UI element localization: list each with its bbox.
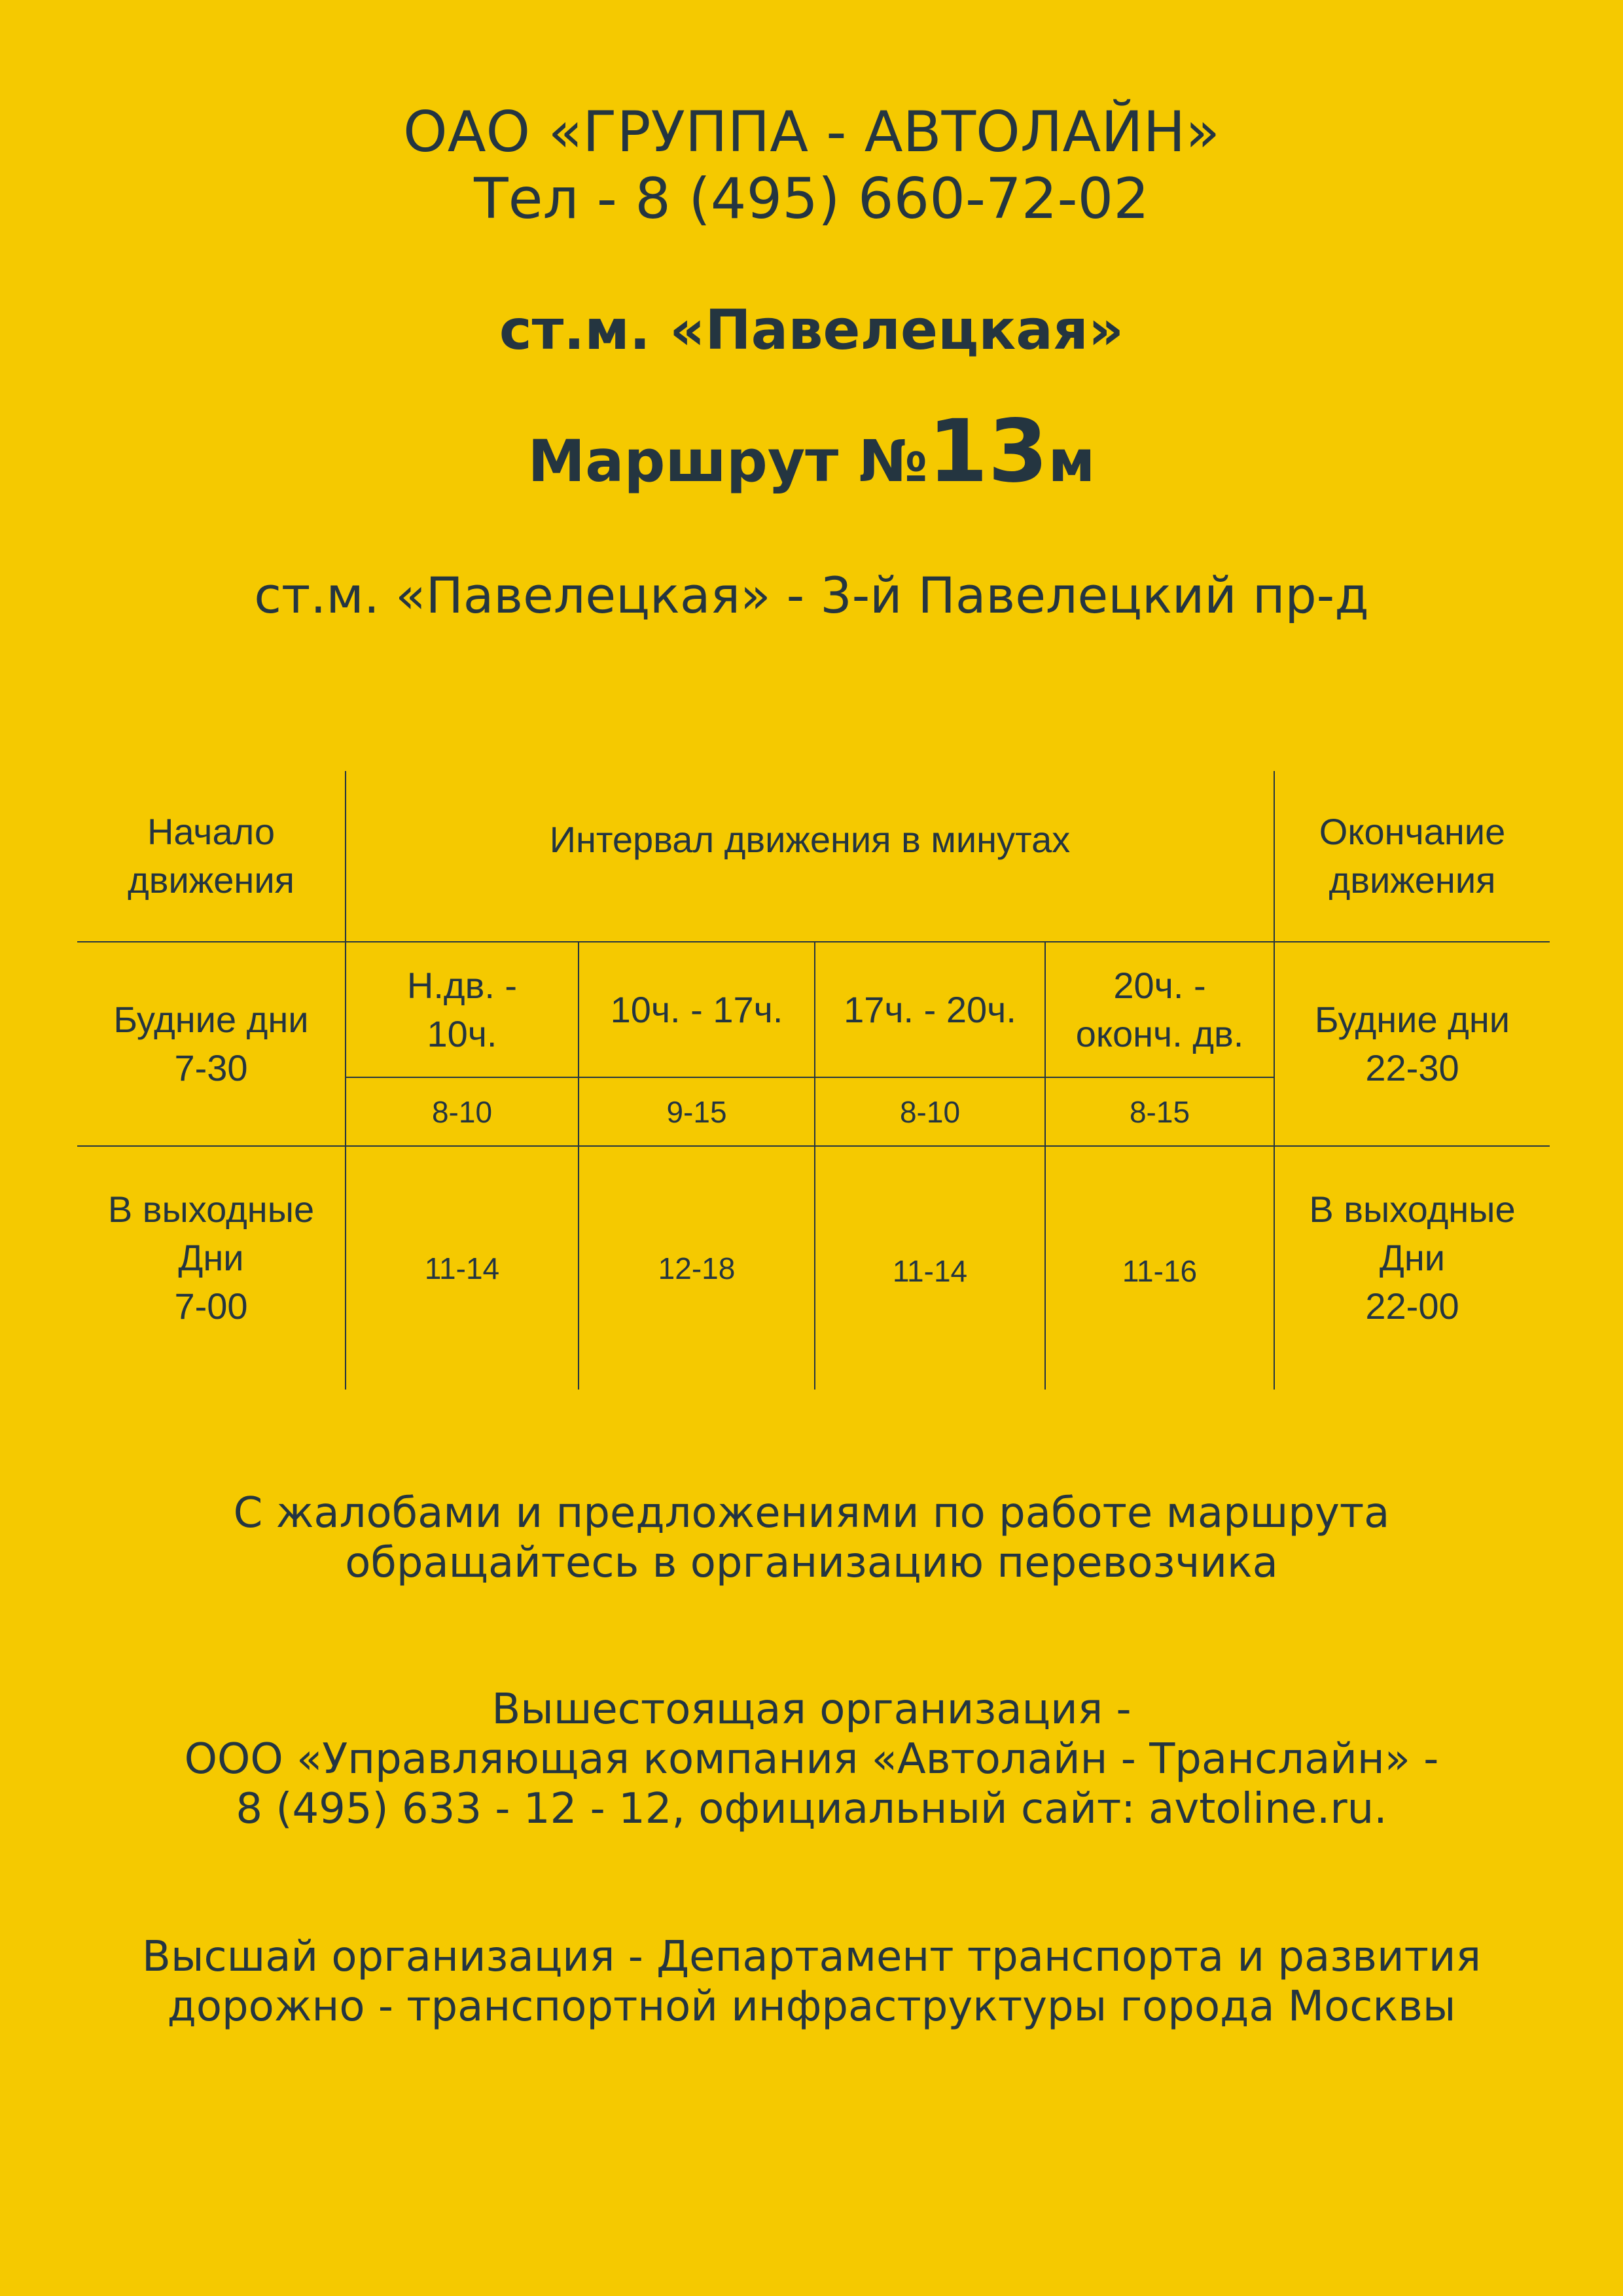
period-2-text: 10ч. - 17ч. [610,988,783,1030]
weekdays-start-text: Будние дни 7-30 [113,999,309,1088]
weekdays-end [1275,942,1550,1145]
interval-header-text: Интервал движения в минутах [549,819,1071,860]
weekday-interval-1-text: 8-10 [431,1094,493,1129]
period-2 [579,942,814,1077]
company-phone: Тел - 8 (495) 660-72-02 [474,166,1149,232]
weekend-start [77,1147,345,1369]
table-rule [814,942,815,1390]
higher-org-line-1: Высшай организация - Департамент транспорта и развития [142,1933,1481,1981]
table-rule [1274,771,1275,1390]
weekend-interval-3-text: 11-14 [892,1254,968,1288]
weekend-interval-3 [815,1147,1044,1395]
start-header-text: Начало движения [128,811,294,901]
weekday-interval-3-text: 8-10 [899,1094,961,1129]
start-header [77,771,345,941]
end-header [1275,771,1550,941]
route-suffix: м [1048,427,1096,495]
period-3-text: 17ч. - 20ч. [844,988,1016,1030]
period-4-text: 20ч. - оконч. дв. [1075,964,1244,1054]
weekdays-start [77,942,345,1145]
weekend-interval-2-text: 12-18 [658,1251,736,1285]
weekend-interval-4 [1046,1147,1274,1395]
higher-org-line-2: дорожно - транспортной инфраструктуры города Москвы [167,1982,1456,2031]
weekdays-end-text: Будние дни 22-30 [1314,999,1510,1088]
table-rule [77,941,1550,942]
complaints-line-2: обращайтесь в организацию перевозчика [345,1539,1278,1587]
period-4 [1046,942,1274,1077]
company-name: ОАО «ГРУППА - АВТОЛАЙН» [403,99,1220,165]
weekend-interval-4-text: 11-16 [1122,1254,1198,1288]
interval-header [346,771,1274,908]
weekday-interval-4-text: 8-15 [1129,1094,1190,1129]
weekday-interval-2-text: 9-15 [666,1094,727,1129]
weekend-interval-2 [579,1147,814,1390]
weekend-end [1275,1147,1550,1369]
weekend-end-text: В выходные Дни 22-00 [1309,1189,1516,1327]
weekday-interval-3 [815,1078,1044,1145]
route-direction: ст.м. «Павелецкая» - 3-й Павелецкий пр-д [254,566,1369,624]
period-3 [815,942,1044,1077]
weekend-start-text: В выходные Дни 7-00 [107,1189,315,1327]
table-rule [346,1077,1275,1078]
weekday-interval-4 [1046,1078,1274,1145]
parent-org-line-1: Вышестоящая организация - [491,1685,1132,1734]
weekday-interval-2 [579,1078,814,1145]
table-rule [1044,942,1046,1390]
weekend-interval-1 [346,1147,578,1390]
parent-org-line-2: ООО «Управляющая компания «Автолайн - Транслайн» - [184,1735,1439,1784]
route-title [0,403,1623,511]
complaints-line-1: С жалобами и предложениями по работе маршрута [233,1489,1390,1537]
weekend-interval-1-text: 11-14 [424,1251,500,1285]
station-title: ст.м. «Павелецкая» [499,298,1124,362]
route-number: 13 [927,401,1048,502]
period-1 [346,942,578,1077]
table-rule [578,942,579,1390]
table-rule [345,771,346,1390]
table-rule [77,1145,1550,1147]
parent-org-line-3: 8 (495) 633 - 12 - 12, официальный сайт: avtoline.ru. [236,1785,1387,1833]
period-1-text: Н.дв. - 10ч. [406,964,518,1054]
weekday-interval-1 [346,1078,578,1145]
end-header-text: Окончание движения [1319,811,1506,901]
route-prefix: Маршрут № [527,427,928,495]
